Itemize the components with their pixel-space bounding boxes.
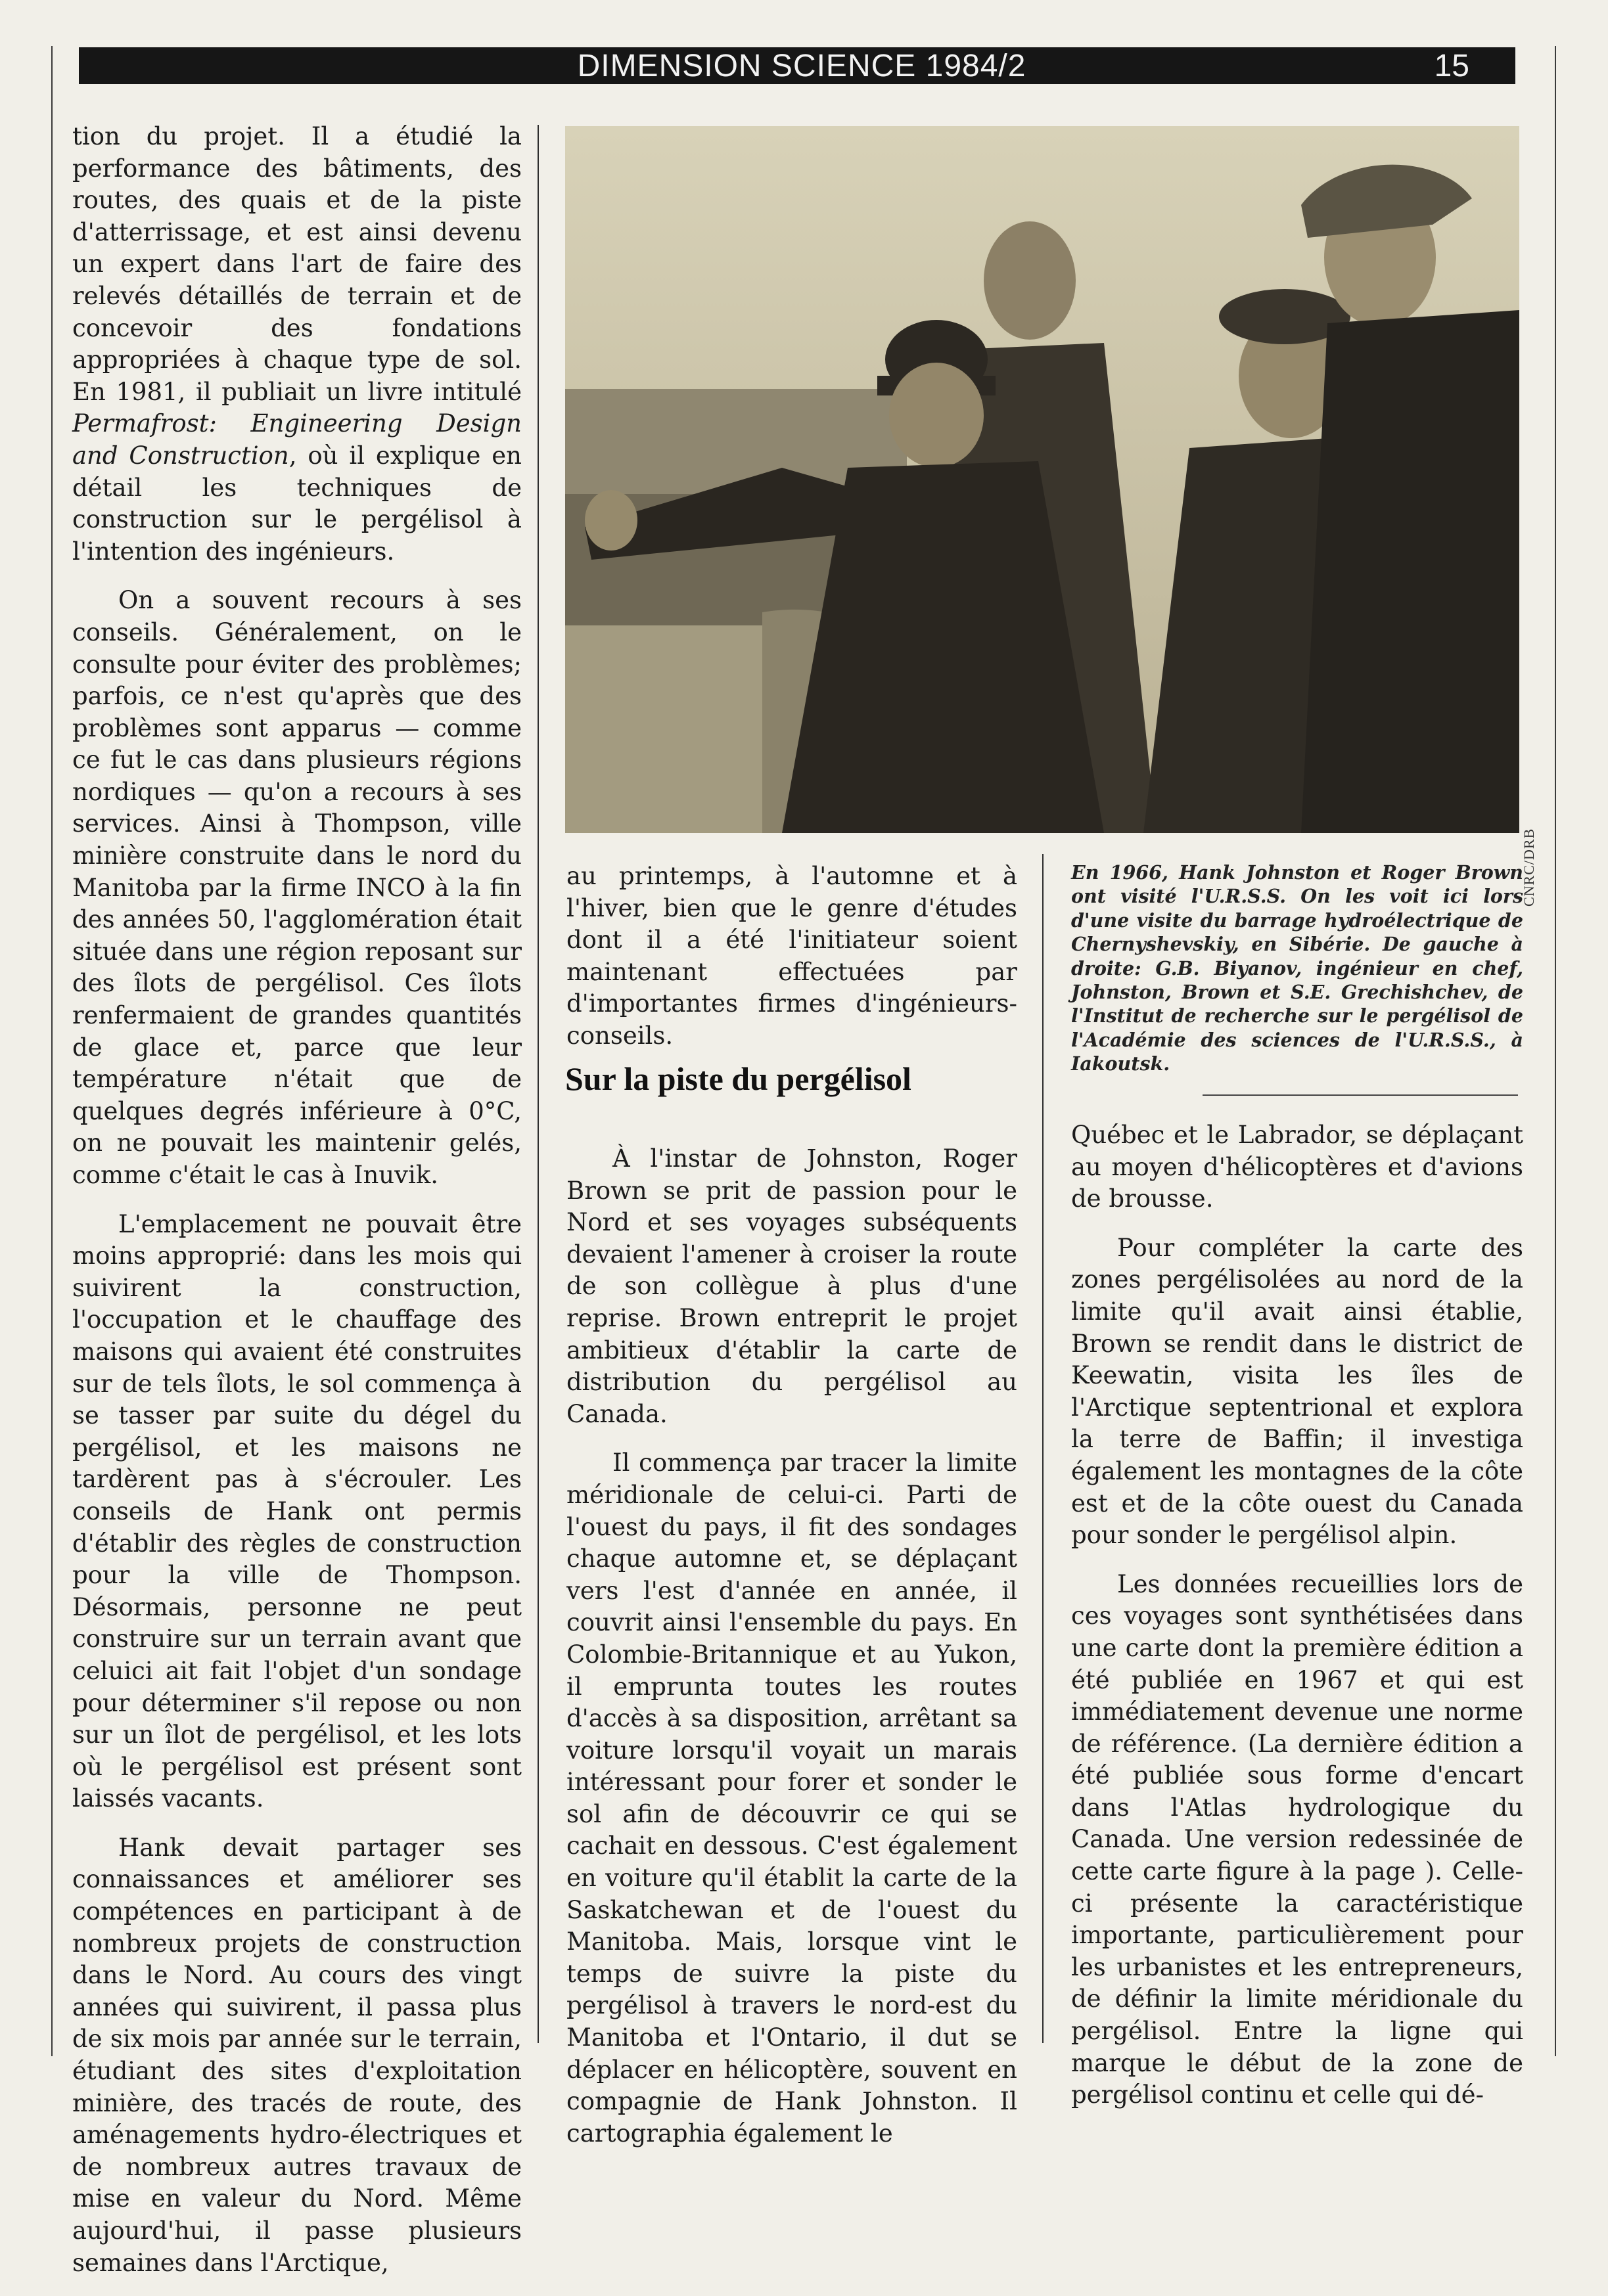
paragraph: À l'instar de Johnston, Roger Brown se prit de passion pour le Nord et ses voyages subséquents devaient l'amener à croiser la route de son collègue à plus d'une reprise. Brown entreprit le projet ambitieux d'établir la carte de distribution du pergélisol au Canada. xyxy=(566,1144,1017,1428)
book-title: Permafrost: Engineering Design and Construction xyxy=(72,409,522,470)
paragraph: Les données recueillies lors de ces voyages sont synthétisées dans une carte dont la première édition a été publiée en 1967 et qui est immédiatement devenue une norme de référence. (La dernière édition a été publiée sous forme d'encart dans l'Atlas hydrologique du Canada. Une version redessinée de cette carte figure à la page ). Celle-ci présente la caractéristique importante, particulièrement pour les urbanistes et les entrepreneurs, de définir la limite méridionale du pergélisol. Entre la ligne qui marque le début de la zone de pergélisol continu et celle qui dé- xyxy=(1071,1569,1523,2109)
photo-credit: CNRC/DRB xyxy=(1521,828,1537,907)
column-2 xyxy=(566,861,1017,1069)
paragraph: Québec et le Labrador, se déplaçant au moyen d'hélicoptères et d'avions de brousse. xyxy=(1071,1121,1523,1213)
paragraph: L'emplacement ne pouvait être moins approprié: dans les mois qui suivirent la construction, l'occupation et le chauffage des maisons qui avaient été construites sur de tels îlots, le sol commença à se tasser par suite du dégel du pergélisol, et les maisons ne tardèrent pas à s'écrouler. Les conseils de Hank ont permis d'établir des règles de construction pour la ville de Thompson. Désormais, personne ne peut construire sur un terrain avant que celuici ait fait l'objet d'un sondage pour déterminer s'il repose ou non sur un îlot de pergélisol, et les lots où le pergélisol est présent sont laissés vacants. xyxy=(72,1209,522,1813)
column-1 xyxy=(72,121,522,2296)
photo-men-at-dam xyxy=(565,126,1519,833)
column-divider xyxy=(538,125,539,2043)
column-divider xyxy=(1042,854,1044,2043)
paragraph: Hank devait partager ses connaissances et améliorer ses compétences en participant à de nombreux projets de construction dans le Nord. Au cours des vingt années qui suivirent, il passa plus de six mois par année sur le terrain, étudiant des sites d'exploitation minière, des tracés de route, des aménagements hydro-électriques et de nombreux autres travaux de mise en valeur du Nord. Même aujourd'hui, il passe plusieurs semaines dans l'Arctique, xyxy=(72,1833,522,2277)
paragraph: Pour compléter la carte des zones pergélisolées au nord de la limite qu'il avait ainsi établie, Brown se rendit dans le district de Keewatin, visita les îles de l'Arctique septentrional et explora la terre de Baffin; il investiga également les montagnes de la côte est et de la côte ouest du Canada pour sonder le pergélisol alpin. xyxy=(1071,1233,1523,1550)
paragraph: Il commença par tracer la limite méridionale de celui-ci. Parti de l'ouest du pays, il fit des sondages chaque automne et, se déplaçant vers l'est d'année en année, il couvrit ainsi l'ensemble du pays. En Colombie-Britannique et au Yukon, il emprunta toutes les routes d'accès à sa disposition, arrêtant sa voiture lorsqu'il voyait un marais intéressant pour forer et sonder le sol afin de découvrir ce qui se cachait en dessous. C'est également en voiture qu'il établit la carte de la Saskatchewan et de l'ouest du Manitoba. Mais, lorsque vint le temps de suivre la piste du pergélisol à travers le nord-est du Manitoba et l'Ontario, il dut se déplacer en hélicoptère, souvent en compagnie de Hank Johnston. Il cartographia également le xyxy=(566,1449,1017,2148)
journal-title: DIMENSION SCIENCE 1984/2 xyxy=(577,49,1026,83)
caption-rule xyxy=(1203,1094,1518,1096)
column-3 xyxy=(1071,1119,1523,2128)
paragraph: On a souvent recours à ses conseils. Généralement, on le consulte pour éviter des problèmes; parfois, ce n'est qu'après que des problèmes sont apparus — comme ce fut le cas dans plusieurs régions nordiques — qu'on a recours à ses services. Ainsi à Thompson, ville minière construite dans le nord du Manitoba par la firme INCO à la fin des années 50, l'agglomération était située dans une région reposant sur des îlots de pergélisol. Ces îlots renfermaient de grandes quantités de glace et, parce que leur température n'était que de quelques degrés inférieure à 0°C, on ne pouvait les maintenir gelés, comme c'était le cas à Inuvik. xyxy=(72,586,522,1189)
column-2-body xyxy=(566,1143,1017,2167)
paragraph: tion du projet. Il a étudié la performance des bâtiments, des routes, des quais et de la piste d'atterrissage, et est ainsi devenu un expert dans l'art de faire des relevés détaillés de terrain et de concevoir des fondations appropriées à chaque type de sol. En 1981, il publiait un livre intitulé Permafrost: Engineering Design and Construction, où il explique en détail les techniques de construction sur le pergélisol à l'intention des ingénieurs. xyxy=(72,122,522,566)
running-header xyxy=(79,47,1515,84)
page-number: 15 xyxy=(1434,49,1469,83)
paragraph: au printemps, à l'automne et à l'hiver, bien que le genre d'études dont il a été l'initiateur soient maintenant effectuées par d'importantes firmes d'ingénieurs-conseils. xyxy=(566,862,1017,1050)
left-margin-rule xyxy=(51,46,53,2056)
photo-caption: En 1966, Hank Johnston et Roger Brown ont visité l'U.R.S.S. On les voit ici lors d'une visite du barrage hydroélectrique de Chernyshevskiy, en Sibérie. De gauche à droite: G.B. Biyanov, ingénieur en chef, Johnston, Brown et S.E. Grechishchev, de l'Institut de recherche sur le pergélisol de l'Académie des sciences de l'U.R.S.S., à Iakoutsk. xyxy=(1071,861,1523,1075)
section-heading: Sur la piste du pergélisol xyxy=(565,1060,911,1097)
right-margin-rule xyxy=(1555,46,1556,2056)
